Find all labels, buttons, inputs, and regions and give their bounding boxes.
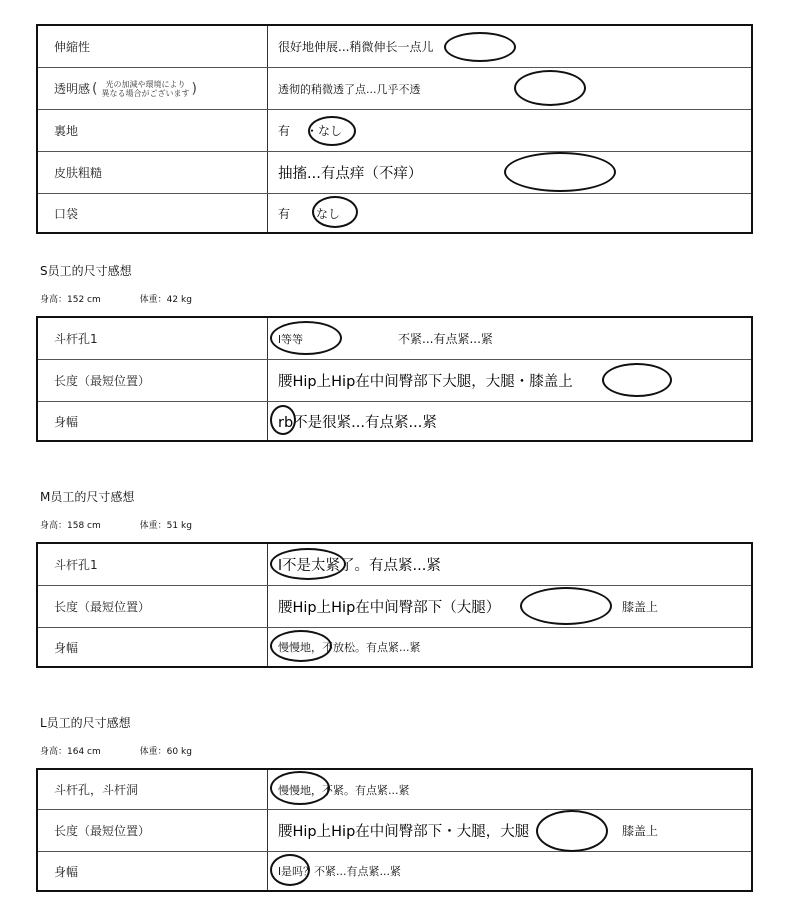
selection-circle xyxy=(270,405,296,435)
selection-circle xyxy=(312,196,358,228)
label-stretch: 伸縮性 xyxy=(38,26,268,67)
label-length: 长度（最短位置） xyxy=(38,360,268,401)
table-row: 身幅 l是吗？不紧...有点紧...紧 xyxy=(38,852,751,890)
value-transparency: 透彻的稍微透了点...几乎不透 xyxy=(278,82,421,96)
row-transparency: 透明感 ( 光の加減や環境により 異なる場合がございます ) 透彻的稍微透了点...几乎不透 xyxy=(38,68,751,110)
m-section-title: M员工的尺寸感想 xyxy=(40,490,135,504)
row-pocket xyxy=(38,194,751,232)
value-lining-no: ・なし xyxy=(306,124,343,138)
s-section-meta: 身高：152 cm 体重：42 kg xyxy=(40,295,192,305)
label-sleeve: 斗杆孔1 xyxy=(38,544,268,585)
value-stretch: 很好地伸展...稍微伸长一点儿 xyxy=(278,40,434,54)
table-row: 斗杆孔1 l等等 不紧...有点紧...紧 xyxy=(38,318,751,360)
table-row: 身幅 慢慢地，不放松。有点紧...紧 xyxy=(38,628,751,666)
table-row: 长度（最短位置） 腰Hip上Hip在中间臀部下（大腿） 膝盖上 xyxy=(38,586,751,628)
label-sleeve: 斗杆孔1 xyxy=(38,318,268,359)
row-stretch xyxy=(38,26,751,68)
label-width: 身幅 xyxy=(38,852,268,890)
value-lining-yes: 有 xyxy=(278,124,291,138)
l-section-title: L员工的尺寸感想 xyxy=(40,716,131,730)
selection-circle xyxy=(270,321,342,355)
selection-circle xyxy=(270,548,346,580)
m-size-table xyxy=(36,542,753,668)
l-weight: 60 kg xyxy=(166,747,192,757)
selection-circle xyxy=(520,587,612,625)
m-height: 158 cm xyxy=(67,521,101,531)
table-row: 斗杆孔1 l不是太紧了。有点紧...紧 xyxy=(38,544,751,586)
value-pocket-yes: 有 xyxy=(278,206,291,221)
value-pocket-no: なし xyxy=(316,206,341,221)
table-row: 长度（最短位置） 腰Hip上Hip在中间臀部下・大腿，大腿 膝盖上 xyxy=(38,810,751,852)
label-pocket: 口袋 xyxy=(38,194,268,232)
selection-circle xyxy=(602,363,672,397)
s-section-title: S员工的尺寸感想 xyxy=(40,264,132,278)
label-skin-irritation: 皮肤粗糙 xyxy=(38,152,268,193)
value-skin-irritation: 抽搐...有点痒（不痒） xyxy=(278,166,423,182)
table-row: 身幅 rb不是很紧...有点紧...紧 xyxy=(38,402,751,440)
l-size-table xyxy=(36,768,753,892)
s-size-table xyxy=(36,316,753,442)
s-weight: 42 kg xyxy=(166,295,192,305)
label-length: 长度（最短位置） xyxy=(38,586,268,627)
selection-circle xyxy=(270,771,330,805)
label-sleeve: 斗杆孔，斗杆洞 xyxy=(38,770,268,809)
label-lining: 裏地 xyxy=(38,110,268,151)
label-width: 身幅 xyxy=(38,628,268,666)
m-weight: 51 kg xyxy=(166,521,192,531)
fabric-properties-table xyxy=(36,24,753,234)
selection-circle xyxy=(270,854,310,886)
m-section-meta: 身高：158 cm 体重：51 kg xyxy=(40,521,192,531)
selection-circle xyxy=(536,810,608,852)
transparency-note: 光の加減や環境により 異なる場合がございます xyxy=(101,79,190,98)
s-height: 152 cm xyxy=(67,295,101,305)
selection-circle xyxy=(270,630,332,662)
selection-circle xyxy=(504,152,616,192)
selection-circle xyxy=(514,70,586,106)
selection-circle xyxy=(308,116,356,146)
label-transparency: 透明感 xyxy=(54,82,91,96)
table-row: 长度（最短位置） 腰Hip上Hip在中间臀部下大腿，大腿・膝盖上 xyxy=(38,360,751,402)
label-width: 身幅 xyxy=(38,402,268,440)
row-lining xyxy=(38,110,751,152)
row-skin-irritation xyxy=(38,152,751,194)
selection-circle xyxy=(444,32,516,62)
label-length: 长度（最短位置） xyxy=(38,810,268,851)
l-section-meta: 身高：164 cm 体重：60 kg xyxy=(40,747,192,757)
l-height: 164 cm xyxy=(67,747,101,757)
table-row: 斗杆孔，斗杆洞 慢慢地，不紧。有点紧...紧 xyxy=(38,770,751,810)
